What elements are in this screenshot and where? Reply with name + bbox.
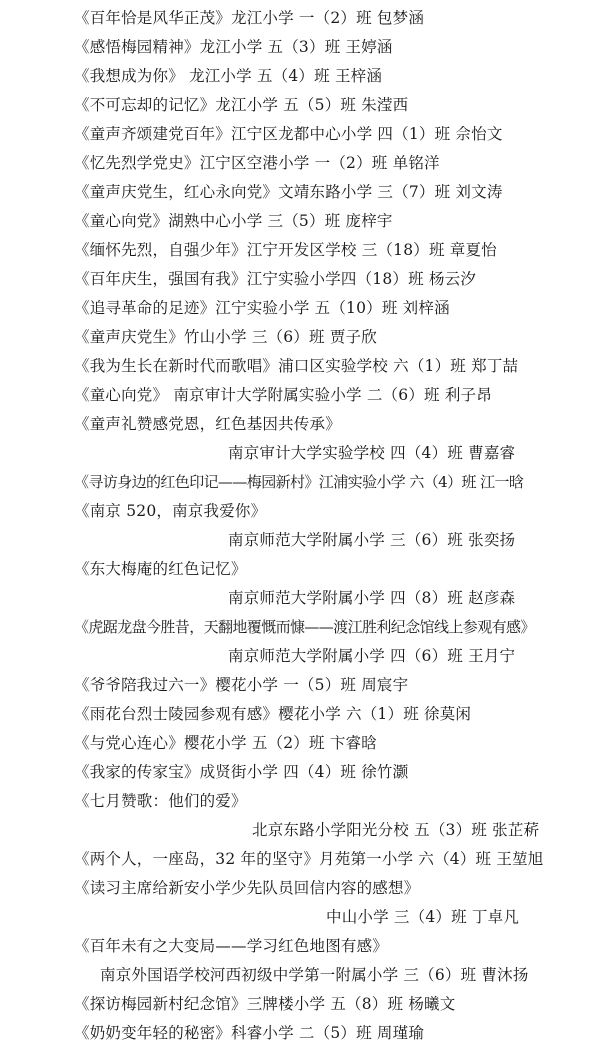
- entry-school-line: 南京审计大学实验学校 四（4）班 曹嘉睿: [228, 444, 516, 462]
- entry-line: 《童心向党》湖熟中心小学 三（5）班 庞梓宇: [74, 212, 393, 230]
- entry-school-line: 中山小学 三（4）班 丁卓凡: [326, 908, 520, 926]
- entry-title-line: 《南京 520，南京我爱你》: [74, 502, 267, 520]
- entry-title-line: 《虎踞龙盘今胜昔，天翻地覆慨而慷——渡江胜利纪念馆线上参观有感》: [74, 618, 535, 636]
- entry-line: 《两个人，一座岛，32 年的坚守》月苑第一小学 六（4）班 王堃旭: [74, 850, 544, 868]
- entry-line: 《童声庆党生》竹山小学 三（6）班 贾子欣: [74, 328, 377, 346]
- entry-line: 《探访梅园新村纪念馆》三牌楼小学 五（8）班 杨曦文: [74, 995, 456, 1013]
- entry-line: 《寻访身边的红色印记——梅园新村》江浦实验小学 六（4）班 江一晗: [74, 473, 524, 491]
- entry-line: 《感悟梅园精神》龙江小学 五（3）班 王婷涵: [74, 38, 393, 56]
- entry-title-line: 《童声礼赞感党恩，红色基因共传承》: [74, 415, 341, 433]
- entry-line: 《我家的传家宝》成贤街小学 四（4）班 徐竹灏: [74, 763, 409, 781]
- entry-title-line: 《七月赞歌：他们的爱》: [74, 792, 247, 810]
- entry-line: 《与党心连心》樱花小学 五（2）班 卞睿晗: [74, 734, 377, 752]
- entry-line: 《追寻革命的足迹》江宁实验小学 五（10）班 刘梓涵: [74, 299, 450, 317]
- entry-line: 《百年庆生，强国有我》江宁实验小学四（18）班 杨云汐: [74, 270, 477, 288]
- entry-title-line: 《东大梅庵的红色记忆》: [74, 560, 247, 578]
- entry-line: 《我为生长在新时代而歌唱》浦口区实验学校 六（1）班 郑丁喆: [74, 357, 519, 375]
- entry-line: 《不可忘却的记忆》龙江小学 五（5）班 朱滢西: [74, 96, 409, 114]
- entry-line: 《童声齐颂建党百年》江宁区龙都中心小学 四（1）班 佘怡文: [74, 125, 503, 143]
- entry-school-line: 北京东路小学阳光分校 五（3）班 张芷菥: [252, 821, 540, 839]
- entry-line: 《童声庆党生，红心永向党》文靖东路小学 三（7）班 刘文涛: [74, 183, 503, 201]
- entry-line: 《奶奶变年轻的秘密》科睿小学 二（5）班 周瑾瑜: [74, 1024, 425, 1042]
- entry-line: 《百年恰是风华正茂》龙江小学 一（2）班 包梦涵: [74, 9, 425, 27]
- entry-line: 《雨花台烈士陵园参观有感》樱花小学 六（1）班 徐莫闲: [74, 705, 472, 723]
- entry-title-line: 《百年未有之大变局——学习红色地图有感》: [74, 937, 389, 955]
- entry-school-line: 南京师范大学附属小学 四（8）班 赵彦森: [228, 589, 516, 607]
- entry-title-line: 《读习主席给新安小学少先队员回信内容的感想》: [74, 879, 420, 897]
- entry-school-line: 南京师范大学附属小学 四（6）班 王月宁: [228, 647, 516, 665]
- entry-line: 《缅怀先烈，自强少年》江宁开发区学校 三（18）班 章夏怡: [74, 241, 497, 259]
- entry-line: 《爷爷陪我过六一》樱花小学 一（5）班 周宸宇: [74, 676, 409, 694]
- entry-line: 《忆先烈学党史》江宁区空港小学 一（2）班 单铭洋: [74, 154, 440, 172]
- entry-line: 《我想成为你》 龙江小学 五（4）班 王梓涵: [74, 67, 383, 85]
- entry-line: 《童心向党》 南京审计大学附属实验小学 二（6）班 利子昂: [74, 386, 492, 404]
- entry-school-line: 南京师范大学附属小学 三（6）班 张奕扬: [228, 531, 516, 549]
- entry-school-line: 南京外国语学校河西初级中学第一附属小学 三（6）班 曹沐扬: [100, 966, 529, 984]
